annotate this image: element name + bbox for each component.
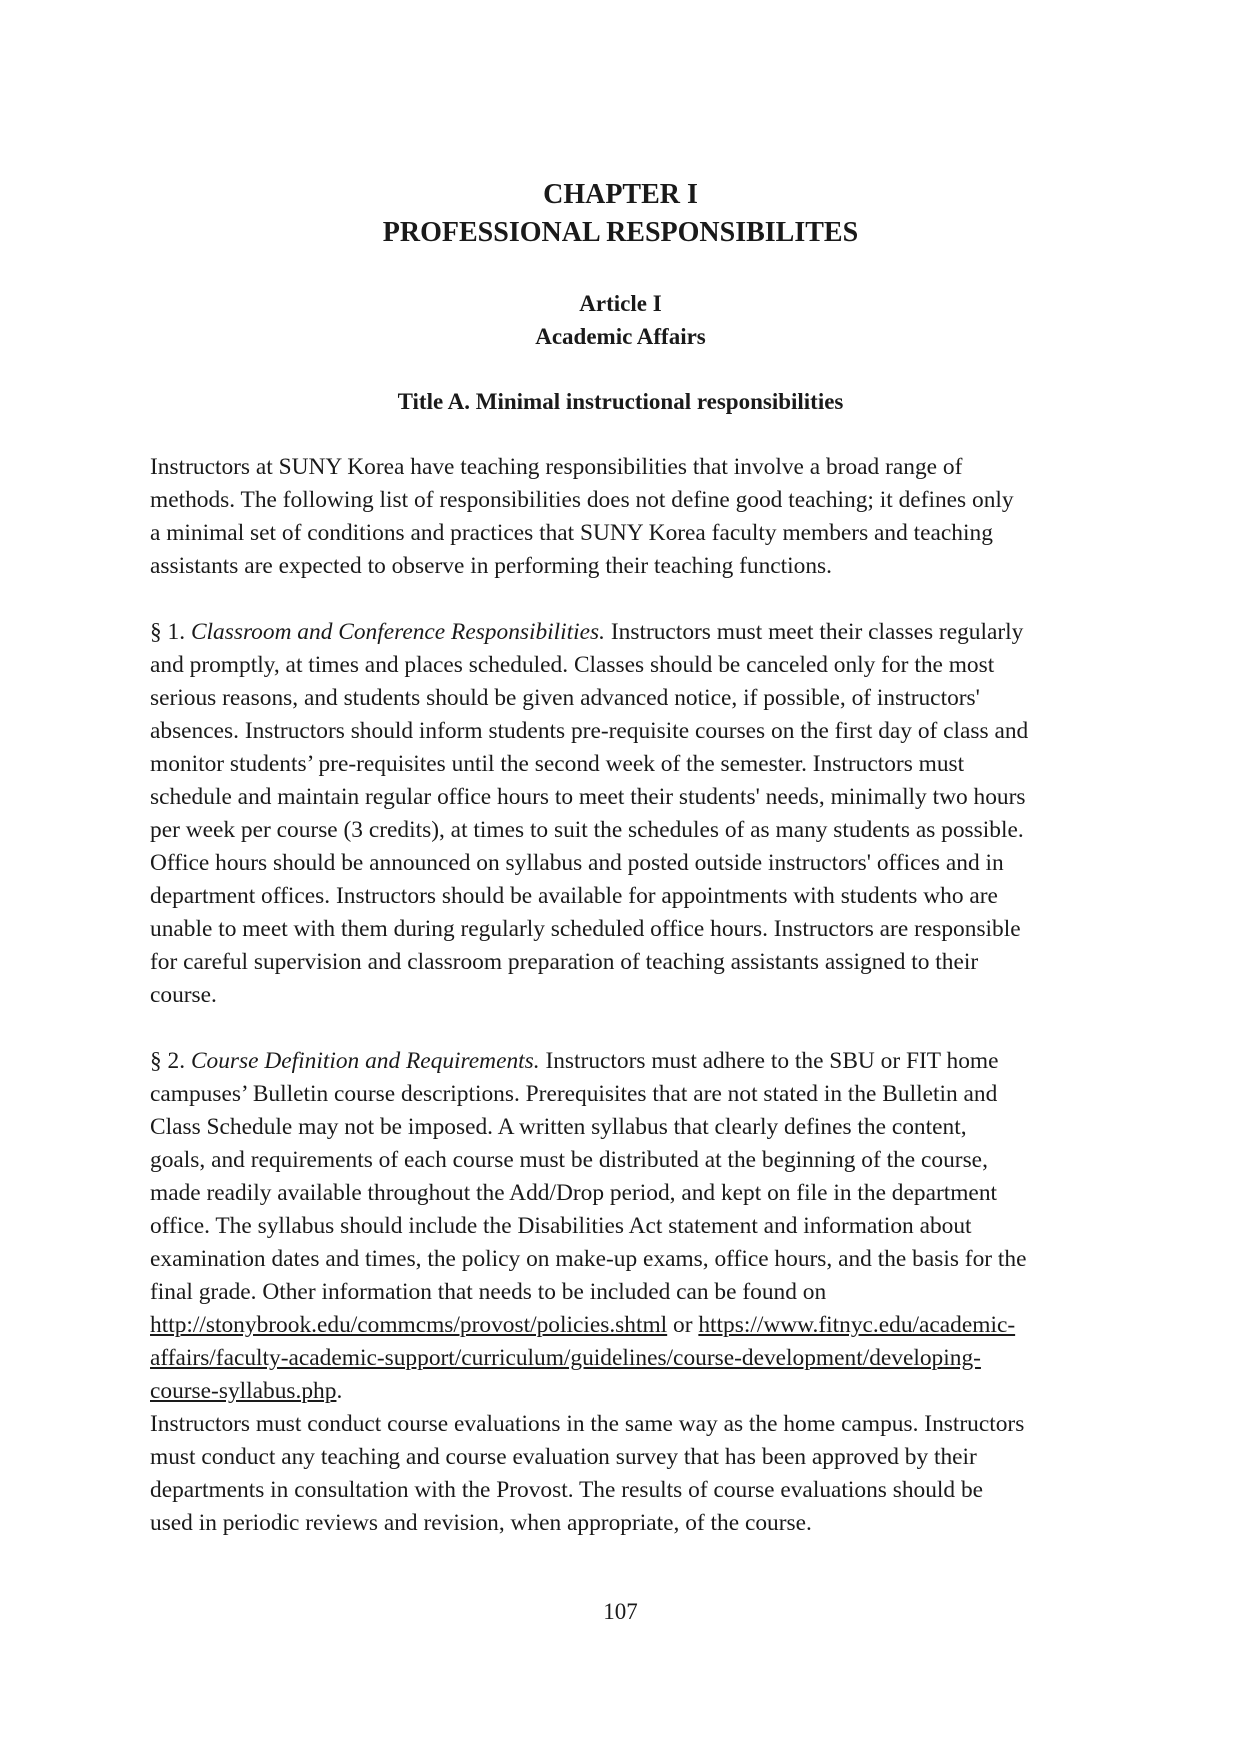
text-line: used in periodic reviews and revision, when appropriate, of the course.: [150, 1510, 812, 1536]
chapter-number: CHAPTER I: [543, 179, 698, 210]
section-2-first-line: Instructors must adhere to the SBU or FIT home: [539, 1048, 999, 1074]
text-line: Class Schedule may not be imposed. A written syllabus that clearly defines the content,: [150, 1114, 967, 1140]
text-line: per week per course (3 credits), at times to suit the schedules of as many students as possible.: [150, 817, 1024, 843]
fitnyc-syllabus-link-end[interactable]: course-syllabus.php: [150, 1378, 337, 1404]
section-1-paragraph: [150, 616, 1100, 1012]
page-number: 107: [603, 1599, 638, 1624]
text-line: methods. The following list of responsibilities does not define good teaching; it defines only: [150, 487, 1014, 513]
article-title: Academic Affairs: [535, 324, 706, 349]
text-line: final grade. Other information that needs to be included can be found on: [150, 1279, 827, 1305]
text-line: schedule and maintain regular office hours to meet their students' needs, minimally two hours: [150, 784, 1026, 810]
chapter-heading: [0, 176, 1241, 252]
text-line: [150, 1045, 1100, 1078]
text-line: Instructors at SUNY Korea have teaching responsibilities that involve a broad range of: [150, 454, 963, 480]
text-line: departments in consultation with the Provost. The results of course evaluations should be: [150, 1477, 984, 1503]
fitnyc-syllabus-link[interactable]: https://www.fitnyc.edu/academic-: [698, 1312, 1016, 1338]
fitnyc-syllabus-link-continued[interactable]: affairs/faculty-academic-support/curriculum/guidelines/course-development/developing-: [150, 1345, 981, 1371]
intro-paragraph: [150, 451, 1100, 583]
text-line: assistants are expected to observe in performing their teaching functions.: [150, 553, 833, 579]
text-line: [150, 1342, 1100, 1375]
sentence-end: .: [336, 1378, 343, 1404]
text-line: department offices. Instructors should be available for appointments with students who are: [150, 883, 998, 909]
article-heading: [0, 287, 1241, 353]
evaluation-paragraph: [150, 1408, 1100, 1540]
text-line: campuses’ Bulletin course descriptions. Prerequisites that are not stated in the Bulletin and: [150, 1081, 998, 1107]
text-line: made readily available throughout the Add/Drop period, and kept on file in the department: [150, 1180, 998, 1206]
text-line: must conduct any teaching and course evaluation survey that has been approved by their: [150, 1444, 977, 1470]
text-line: goals, and requirements of each course must be distributed at the beginning of the course,: [150, 1147, 988, 1173]
text-line: course.: [150, 982, 217, 1008]
link-joiner: or: [667, 1312, 699, 1338]
text-line: absences. Instructors should inform students pre-requisite courses on the first day of class and: [150, 718, 1029, 744]
section-2-prefix: § 2.: [150, 1048, 191, 1074]
chapter-title: PROFESSIONAL RESPONSIBILITES: [382, 217, 859, 248]
text-line: Instructors must conduct course evaluations in the same way as the home campus. Instructors: [150, 1411, 1025, 1437]
section-1-first-line: Instructors must meet their classes regularly: [605, 619, 1024, 645]
text-line: a minimal set of conditions and practices that SUNY Korea faculty members and teaching: [150, 520, 993, 546]
section-1-prefix: § 1.: [150, 619, 191, 645]
section-2-heading: Course Definition and Requirements.: [190, 1048, 540, 1074]
text-line: [150, 1309, 1100, 1342]
section-2-paragraph: [150, 1045, 1100, 1408]
title-a-heading: Title A. Minimal instructional responsibilities: [397, 389, 844, 414]
text-line: unable to meet with them during regularly scheduled office hours. Instructors are responsible: [150, 916, 1021, 942]
text-line: monitor students’ pre-requisites until the second week of the semester. Instructors must: [150, 751, 965, 777]
text-line: serious reasons, and students should be given advanced notice, if possible, of instructors': [150, 685, 980, 711]
text-line: [150, 616, 1100, 649]
text-line: examination dates and times, the policy on make-up exams, office hours, and the basis for the: [150, 1246, 1027, 1272]
text-line: office. The syllabus should include the Disabilities Act statement and information about: [150, 1213, 972, 1239]
text-line: Office hours should be announced on syllabus and posted outside instructors' offices and in: [150, 850, 1004, 876]
text-line: for careful supervision and classroom preparation of teaching assistants assigned to their: [150, 949, 979, 975]
stonybrook-policies-link[interactable]: http://stonybrook.edu/commcms/provost/policies.shtml: [150, 1312, 668, 1338]
text-line: [150, 1375, 1100, 1408]
section-1-heading: Classroom and Conference Responsibilities.: [190, 619, 606, 645]
text-line: and promptly, at times and places scheduled. Classes should be canceled only for the most: [150, 652, 995, 678]
article-number: Article I: [579, 291, 662, 316]
